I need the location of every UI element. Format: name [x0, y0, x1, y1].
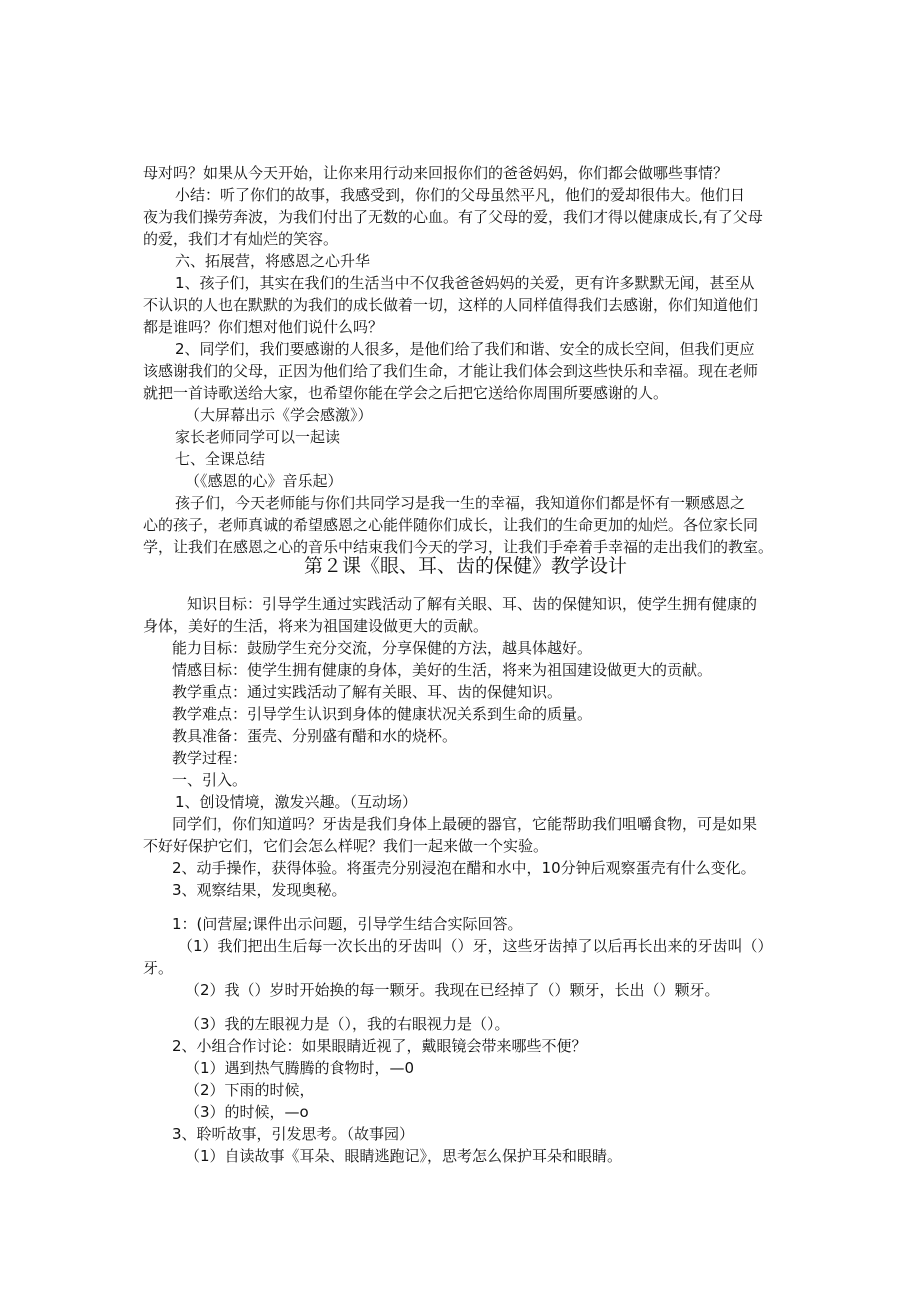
text-line: 小结：听了你们的故事，我感受到，你们的父母虽然平凡，他们的爱却很伟大。他们日	[175, 186, 746, 204]
text-line: 教学重点：通过实践活动了解有关眼、耳、齿的保健知识。	[172, 683, 563, 701]
text-line: 孩子们，今天老师能与你们共同学习是我一生的幸福，我知道你们都是怀有一颗感恩之	[175, 494, 746, 512]
text-line: 教具准备：蛋壳、分别盛有醋和水的烧杯。	[172, 727, 458, 745]
text-line: 心的孩子，老师真诚的希望感恩之心能伴随你们成长，让我们的生命更加的灿烂。各位家长同	[143, 516, 759, 534]
text-line: 学，让我们在感恩之心的音乐中结束我们今天的学习，让我们手牵着手幸福的走出我们的教室。	[143, 538, 774, 556]
text-line: （3）我的左眼视力是（），我的右眼视力是（）。	[185, 1015, 510, 1033]
text-line: 不好好保护它们，它们会怎么样呢？我们一起来做一个实验。	[143, 837, 549, 855]
section-heading: 六、拓展营，将感恩之心升华	[175, 252, 371, 270]
text-line: 2、动手操作，获得体验。将蛋壳分别浸泡在醋和水中，10分钟后观察蛋壳有什么变化。	[172, 859, 756, 877]
text-line: 1：(问营屋;课件出示问题，引导学生结合实际回答。	[172, 915, 523, 933]
text-line: 的爱，我们才有灿烂的笑容。	[143, 230, 339, 248]
text-line: 家长老师同学可以一起读	[175, 428, 341, 446]
section-heading: 七、全课总结	[175, 450, 266, 468]
text-line: （1）我们把出生后每一次长出的牙齿叫（）牙，这些牙齿掉了以后再长出来的牙齿叫（）	[178, 937, 773, 955]
section-heading: 一、引入。	[172, 771, 248, 789]
text-line: 知识目标：引导学生通过实践活动了解有关眼、耳、齿的保健知识，使学生拥有健康的	[187, 595, 758, 613]
lesson-title: 第２课《眼、耳、齿的保健》教学设计	[304, 555, 628, 577]
text-line: 2、同学们，我们要感谢的人很多，是他们给了我们和谐、安全的成长空间，但我们更应	[175, 340, 755, 358]
text-line: （1）自读故事《耳朵、眼睛逃跑记》，思考怎么保护耳朵和眼睛。	[185, 1147, 623, 1165]
text-line: 3、观察结果，发现奥秘。	[172, 881, 347, 899]
text-line: 母对吗？如果从今天开始，让你来用行动来回报你们的爸爸妈妈，你们都会做哪些事情？	[143, 164, 729, 182]
text-line: （3）的时候，—o	[185, 1103, 309, 1121]
text-line: 不认识的人也在默默的为我们的成长做着一切，这样的人同样值得我们去感谢，你们知道他们	[143, 296, 759, 314]
text-line: 能力目标：鼓励学生充分交流，分享保健的方法，越具体越好。	[172, 639, 593, 657]
text-line: 3、聆听故事，引发思考。（故事园）	[172, 1125, 415, 1143]
text-line: （2）下雨的时候，	[185, 1081, 315, 1099]
text-line: 1、创设情境，激发兴趣。（互动场）	[175, 793, 418, 811]
text-line: （大屏幕出示《学会感激》）	[185, 406, 373, 424]
text-line: （《感恩的心》音乐起）	[185, 472, 343, 490]
text-line: （1）遇到热气腾腾的食物时，—0	[185, 1059, 415, 1077]
text-line: 1、孩子们，其实在我们的生活当中不仅我爸爸妈妈的关爱，更有许多默默无闻，甚至从	[175, 274, 755, 292]
text-line: 夜为我们操劳奔波，为我们付出了无数的心血。有了父母的爱，我们才得以健康成长,有了父母	[143, 208, 763, 226]
text-line: 教学过程：	[172, 749, 248, 767]
text-line: 情感目标：使学生拥有健康的身体，美好的生活，将来为祖国建设做更大的贡献。	[172, 661, 713, 679]
text-line: 2、小组合作讨论：如果眼睛近视了，戴眼镜会带来哪些不便？	[172, 1037, 587, 1055]
text-line: 同学们，你们知道吗？牙齿是我们身体上最硬的器官，它能帮助我们咀嚼食物，可是如果	[172, 815, 758, 833]
text-line: 身体，美好的生活，将来为祖国建设做更大的贡献。	[143, 617, 489, 635]
text-line: 该感谢我们的父母，正因为他们给了我们生命，才能让我们体会到这些快乐和幸福。现在老师	[143, 362, 759, 380]
text-line: 教学难点：引导学生认识到身体的健康状况关系到生命的质量。	[172, 705, 593, 723]
text-line: 就把一首诗歌送给大家，也希望你能在学会之后把它送给你周围所要感谢的人。	[143, 384, 669, 402]
text-line: 牙。	[143, 959, 174, 977]
text-line: 都是谁吗？你们想对他们说什么吗？	[143, 318, 384, 336]
text-line: （2）我（）岁时开始换的每一颗牙。我现在已经掉了（）颗牙，长出（）颗牙。	[185, 981, 720, 999]
